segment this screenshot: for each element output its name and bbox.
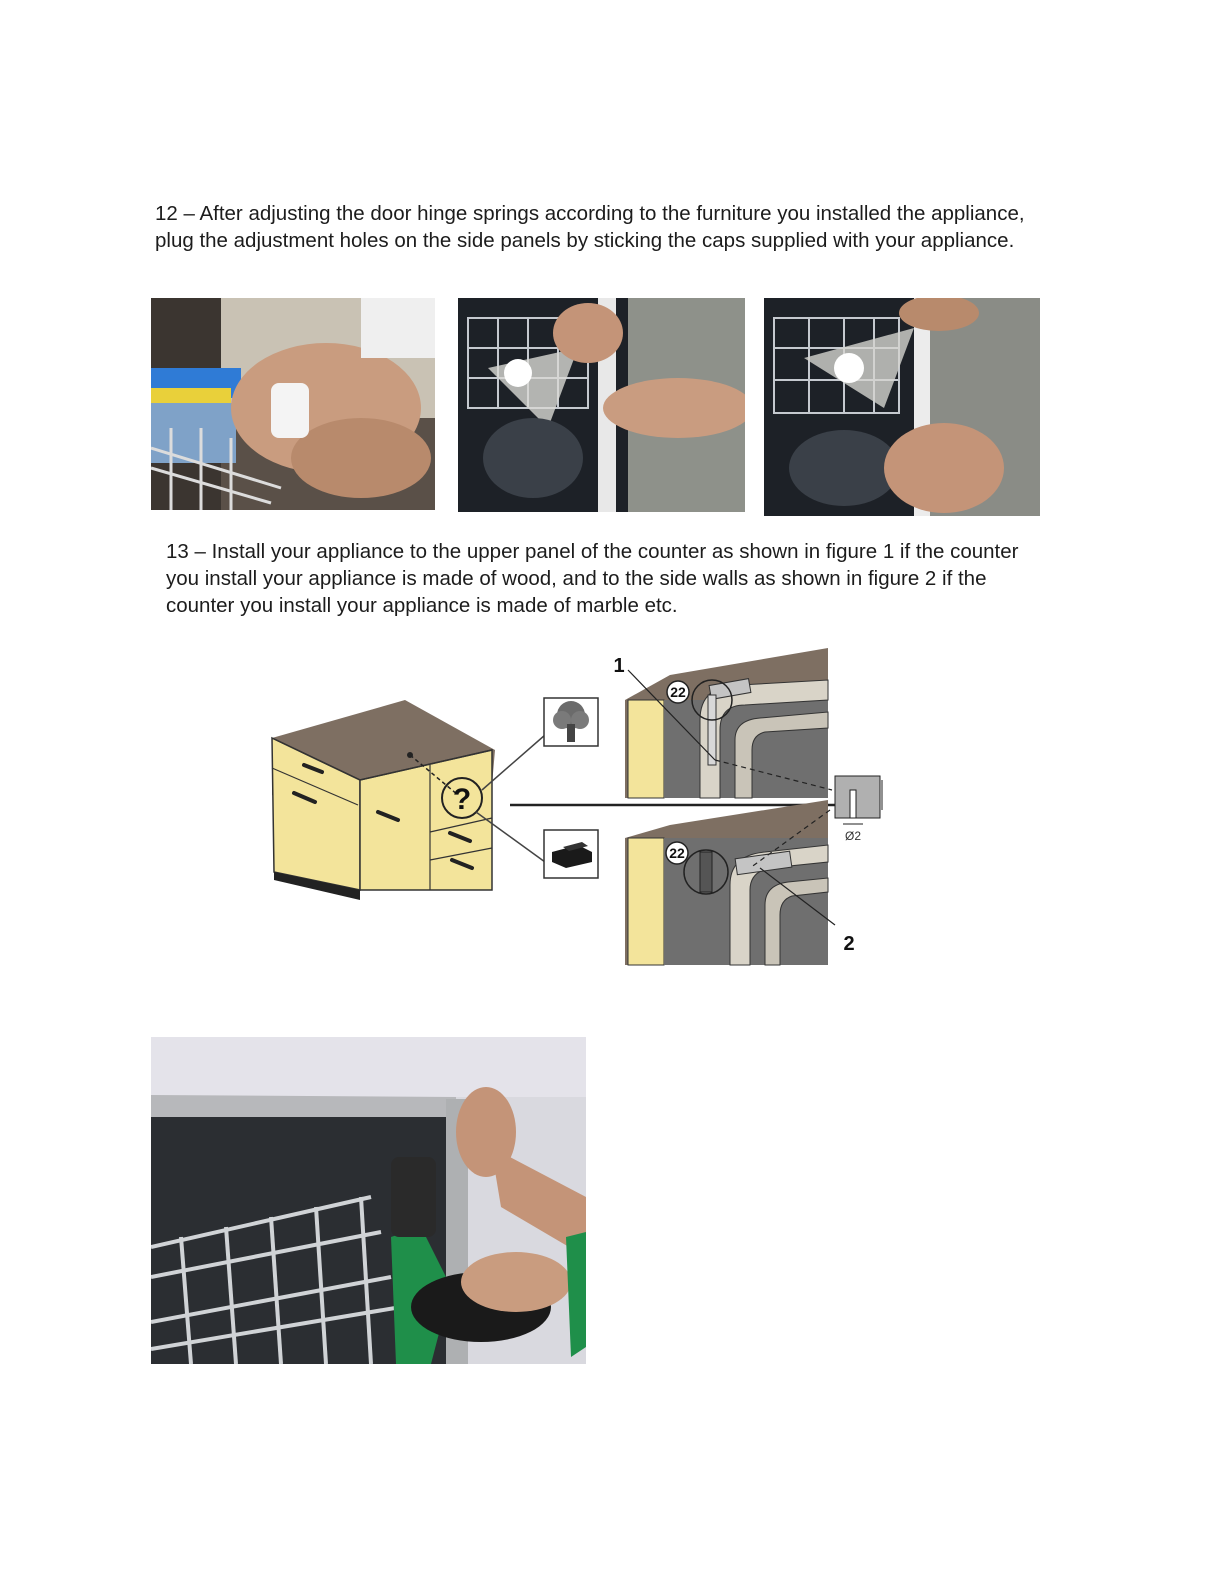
photo-drilling-appliance xyxy=(151,1037,586,1364)
photo-cap-in-hand xyxy=(151,298,435,510)
part-number-bottom: 22 xyxy=(669,845,685,861)
part-number-top: 22 xyxy=(670,684,686,700)
question-mark: ? xyxy=(452,783,472,816)
drill-detail xyxy=(835,776,882,824)
step-12-instruction: 12 – After adjusting the door hinge springs according to the furniture you installed the appliance, plug the adjustment holes on the side panels by sticking the caps supplied with your appliance. xyxy=(155,202,1025,252)
figure-1-label: 1 xyxy=(613,655,625,677)
photo-cap-insertion-door xyxy=(458,298,745,512)
drill-size-label: Ø2 xyxy=(844,829,862,843)
installation-diagram xyxy=(260,640,900,980)
figure-2-drawing xyxy=(625,800,835,965)
figure-2-label: 2 xyxy=(843,933,855,955)
photo-cap-pressed xyxy=(764,298,1040,516)
step-13-instruction: 13 – Install your appliance to the upper panel of the counter as shown in figure 1 if the counter you install your appliance is made of wood, and to the side walls as shown in figure 2 if the counter you install your appliance is made of marble etc. xyxy=(166,540,1019,617)
figure-1-drawing xyxy=(625,648,832,798)
